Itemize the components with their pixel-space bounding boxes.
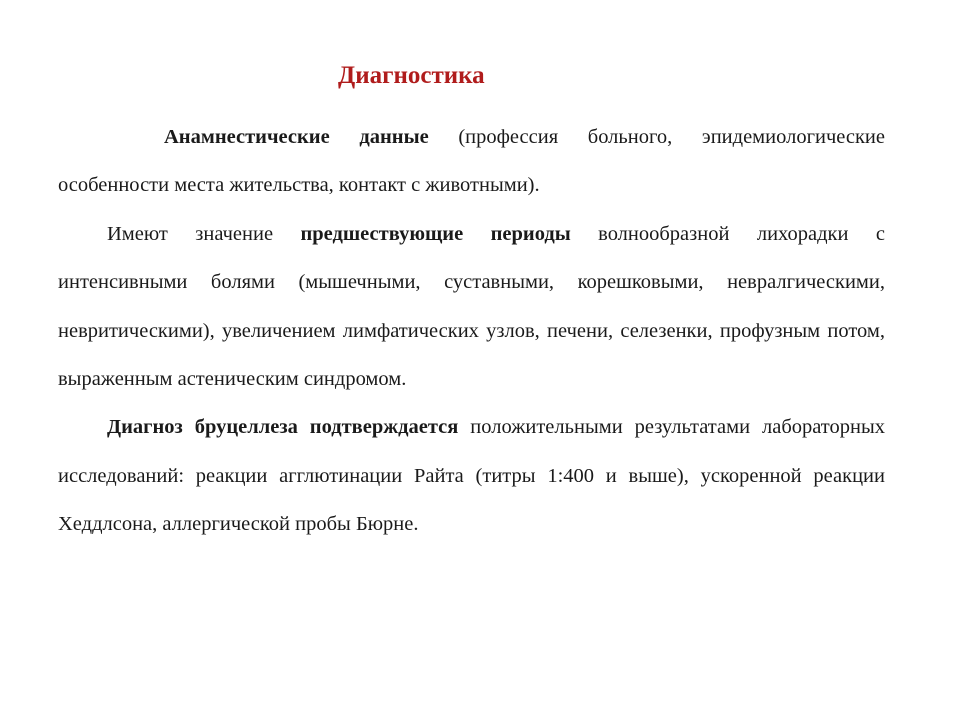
diagnosis-heading: Диагноз бруцеллеза подтверждается <box>107 416 459 439</box>
anamnesis-heading: Анамнестические данные <box>164 126 429 148</box>
paragraph-diagnosis <box>58 403 885 548</box>
prior-periods-heading: предшествующие периоды <box>300 222 571 245</box>
anamnesis-text: (профессия больного, эпидемиологические особенности места жительства, контакт с животными). <box>58 126 885 197</box>
prior-periods-text: волнообразной лихорадки с интенсивными болями (мышечными, суставными, корешковыми, невралгическими, невритическими), увеличением лимфатических узлов, печени, селезенки, профузным потом, выраженным астеническим синдромом. <box>58 222 885 391</box>
prior-periods-lead: Имеют значение <box>107 222 301 245</box>
paragraph-anamnesis <box>58 113 885 210</box>
slide-title: Диагностика <box>338 62 485 89</box>
paragraph-prior-periods <box>58 210 885 404</box>
slide-body <box>58 113 885 549</box>
diagnosis-text: положительными результатами лабораторных исследований: реакции агглютинации Райта (титры 1:400 и выше), ускоренной реакции Хеддлсона, аллергической пробы Бюрне. <box>58 416 885 536</box>
